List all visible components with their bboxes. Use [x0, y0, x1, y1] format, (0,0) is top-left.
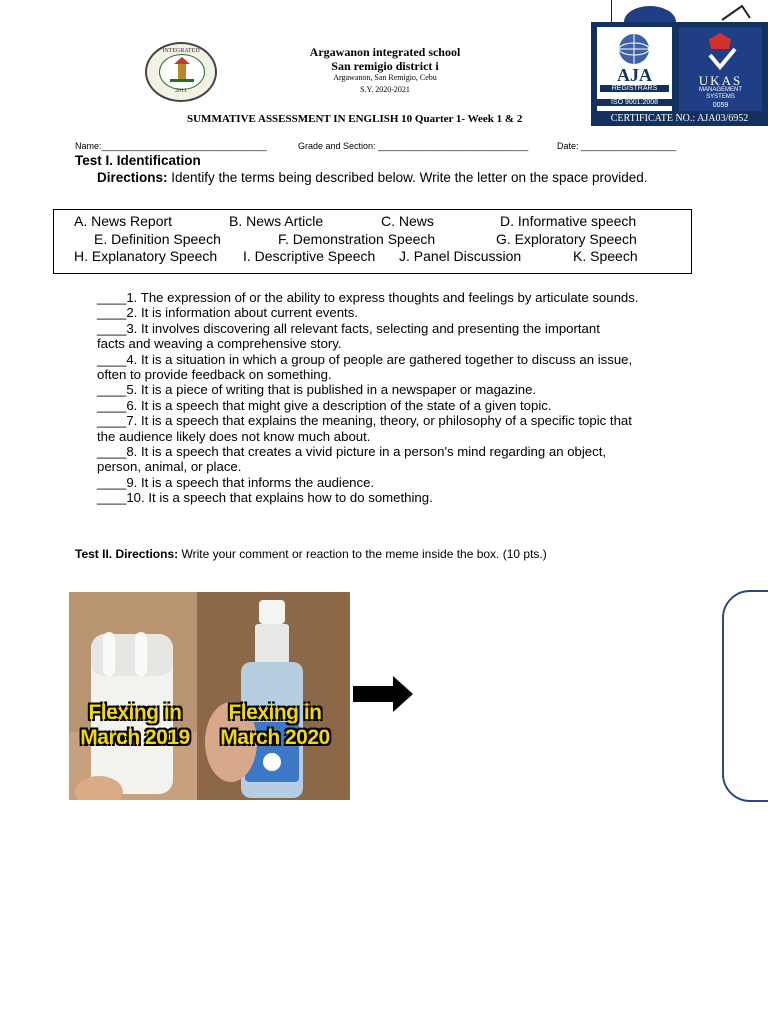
directions-label: Directions:: [97, 170, 168, 185]
choice-d: D. Informative speech: [500, 213, 637, 229]
logo-top-text: INTEGRATED: [162, 48, 200, 54]
school-name: Argawanon integrated school: [309, 45, 461, 59]
test1-directions: [97, 170, 648, 185]
choice-f: F. Demonstration Speech: [278, 231, 436, 247]
date-field[interactable]: Date: ___________________: [557, 141, 677, 151]
meme-image: [69, 592, 350, 800]
item-line: ____8. It is a speech that creates a vivid picture in a person's mind regarding an object,: [97, 444, 607, 459]
cert-top-tab: [611, 0, 768, 23]
name-field[interactable]: Name:_________________________________: [75, 141, 267, 151]
ukas-code: 0059: [712, 102, 729, 109]
item-line: ____2. It is information about current events.: [97, 305, 358, 321]
comment-box[interactable]: [722, 590, 768, 802]
choice-h: H. Explanatory Speech: [74, 248, 218, 264]
grade-section-field[interactable]: Grade and Section: ______________________________: [298, 141, 529, 151]
caption-left-line2: March 2019: [80, 726, 190, 749]
choice-j: J. Panel Discussion: [399, 248, 522, 264]
certificate-number: CERTIFICATE NO.: AJA03/6952: [610, 113, 749, 124]
iso-label: ISO 9001:2008: [597, 99, 672, 106]
directions-text: Identify the terms being described below. Write the letter on the space provided.: [167, 170, 648, 185]
item-line: person, animal, or place.: [97, 459, 242, 475]
aja-logo: [597, 27, 672, 111]
school-district: San remigio district i: [331, 59, 439, 73]
choice-g: G. Exploratory Speech: [496, 231, 637, 247]
item-line: ____3. It involves discovering all relevant facts, selecting and presenting the important: [97, 320, 600, 336]
ukas-logo: [679, 27, 762, 111]
ukas-sub: MANAGEMENT SYSTEMS: [698, 87, 742, 100]
school-address: Argawanon, San Remigio, Cebu: [333, 73, 437, 82]
choice-b: B. News Article: [229, 213, 324, 229]
meme-caption-right: [209, 700, 341, 750]
right-arrow-icon: [353, 676, 413, 717]
choice-k: K. Speech: [573, 248, 638, 264]
assessment-title: SUMMATIVE ASSESSMENT IN ENGLISH 10 Quarter 1- Week 1 & 2: [187, 113, 523, 125]
item-line: ____4. It is a situation in which a group of people are gathered together to discuss an issue,: [97, 351, 633, 367]
item-line: facts and weaving a comprehensive story.: [97, 336, 342, 352]
school-year: S.Y. 2020-2021: [360, 85, 410, 94]
test2-directions: [75, 547, 547, 561]
choice-e: E. Definition Speech: [94, 231, 221, 247]
airpods-photo: [69, 592, 197, 800]
test2-text: Write your comment or reaction to the meme inside the box. (10 pts.): [178, 547, 547, 561]
sanitizer-photo: [197, 592, 350, 800]
meme-caption-left: [69, 700, 201, 750]
logo-bottom-text: 2011: [175, 88, 187, 94]
aja-label: AJA: [617, 65, 652, 85]
item-line: the audience likely does not know much about.: [97, 428, 371, 444]
aja-sub: REGISTRARS: [600, 85, 669, 92]
test1-heading: Test I. Identification: [75, 153, 201, 168]
item-line: ____9. It is a speech that informs the audience.: [97, 474, 375, 490]
item-line: often to provide feedback on something.: [97, 367, 332, 382]
item-line: ____5. It is a piece of writing that is published in a newspaper or magazine.: [97, 382, 537, 398]
caption-right-line1: Flexing in: [228, 701, 322, 724]
caption-right-line2: March 2020: [220, 726, 330, 749]
item-line: ____6. It is a speech that might give a description of the state of a given topic.: [97, 397, 552, 413]
item-line: ____1. The expression of or the ability to express thoughts and feelings by articulate sounds.: [97, 290, 639, 305]
choices-box: [53, 209, 692, 274]
ukas-label: UKAS: [698, 73, 743, 88]
choice-a: A. News Report: [74, 213, 173, 229]
choice-i: I. Descriptive Speech: [243, 248, 376, 264]
item-line: ____10. It is a speech that explains how to do something.: [97, 490, 433, 506]
caption-left-line1: Flexing in: [88, 701, 182, 724]
test2-label: Test II. Directions:: [75, 547, 179, 561]
item-line: ____7. It is a speech that explains the meaning, theory, or philosophy of a specific topic that: [97, 413, 632, 429]
choice-c: C. News: [381, 213, 434, 229]
